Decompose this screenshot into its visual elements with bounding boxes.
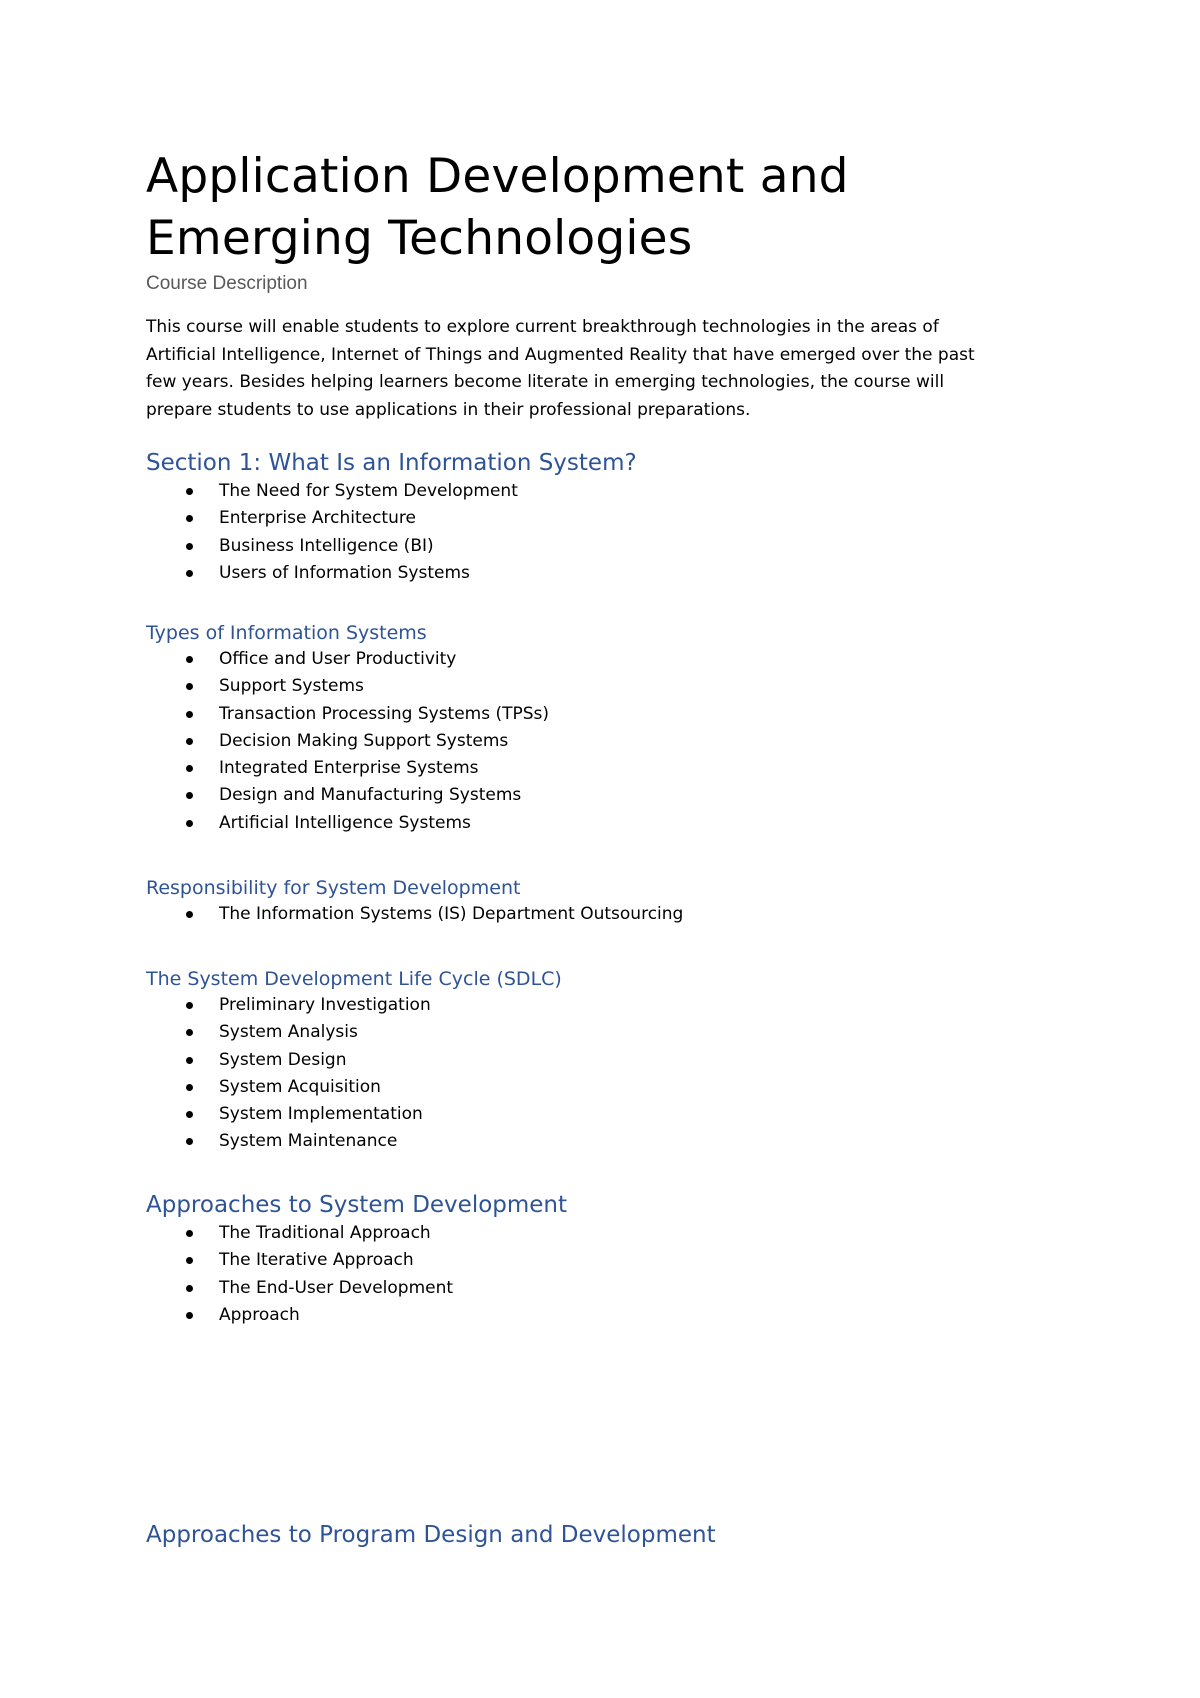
section-heading: Responsibility for System Development [146,877,521,899]
section-responsibility-for-system-development [146,875,1046,928]
list-item: The End-User Development [146,1275,1046,1302]
title-line-1: Application Development and [146,149,849,204]
list-item: System Analysis [146,1019,1046,1046]
bullet-icon [186,820,193,827]
list-item: Decision Making Support Systems [146,728,1046,755]
list-item: Support Systems [146,673,1046,700]
bullet-icon [186,1257,193,1264]
section-sdlc [146,966,1046,1156]
bullet-list [146,901,1046,928]
document-header [146,146,1046,424]
list-item: Transaction Processing Systems (TPSs) [146,701,1046,728]
bullet-icon [186,738,193,745]
bullet-icon [186,570,193,577]
section-heading: Types of Information Systems [146,622,427,644]
section-heading: The System Development Life Cycle (SDLC) [146,968,562,990]
list-item: The Information Systems (IS) Department Outsourcing [146,901,1046,928]
bullet-icon [186,683,193,690]
document-subtitle: Course Description [146,273,308,294]
list-item: The Iterative Approach [146,1247,1046,1274]
section-types-of-information-systems [146,620,1046,837]
bullet-list [146,646,1046,837]
list-item: The Need for System Development [146,478,1046,505]
section-heading: Approaches to System Development [146,1192,568,1218]
section-what-is-information-system [146,448,1046,587]
bullet-list [146,1220,1046,1329]
list-item: Users of Information Systems [146,560,1046,587]
section-heading: Section 1: What Is an Information System? [146,450,637,476]
list-item: System Implementation [146,1101,1046,1128]
list-item: Design and Manufacturing Systems [146,782,1046,809]
bullet-icon [186,543,193,550]
section-approaches-to-system-development [146,1190,1046,1329]
bullet-list [146,478,1046,587]
list-item: The Traditional Approach [146,1220,1046,1247]
list-item: System Acquisition [146,1074,1046,1101]
bullet-icon [186,1230,193,1237]
bullet-icon [186,1057,193,1064]
bullet-icon [186,711,193,718]
document-title [146,146,1046,270]
bullet-icon [186,1029,193,1036]
bullet-icon [186,1285,193,1292]
bullet-icon [186,656,193,663]
bullet-icon [186,765,193,772]
list-item: Approach [146,1302,1046,1329]
course-description: This course will enable students to explore current breakthrough technologies in the areas of Artificial Intelligence, Internet of Things and Augmented Reality that have emerged over the past few years. Besides helping learners become literate in emerging technologies, the course will prepare students to use applications in their professional preparations. [146,317,975,420]
bullet-icon [186,911,193,918]
list-item: Artificial Intelligence Systems [146,810,1046,837]
bullet-icon [186,1084,193,1091]
bullet-icon [186,1312,193,1319]
bullet-icon [186,1002,193,1009]
bullet-icon [186,1138,193,1145]
list-item: Enterprise Architecture [146,505,1046,532]
bullet-icon [186,1111,193,1118]
section-approaches-to-program-design [146,1520,1046,1550]
list-item: Integrated Enterprise Systems [146,755,1046,782]
bullet-icon [186,515,193,522]
title-line-2: Emerging Technologies [146,211,693,266]
bullet-list [146,992,1046,1156]
list-item: Office and User Productivity [146,646,1046,673]
list-item: Business Intelligence (BI) [146,533,1046,560]
list-item: Preliminary Investigation [146,992,1046,1019]
bullet-icon [186,792,193,799]
list-item: System Design [146,1047,1046,1074]
list-item: System Maintenance [146,1128,1046,1155]
section-heading: Approaches to Program Design and Development [146,1522,716,1548]
bullet-icon [186,488,193,495]
